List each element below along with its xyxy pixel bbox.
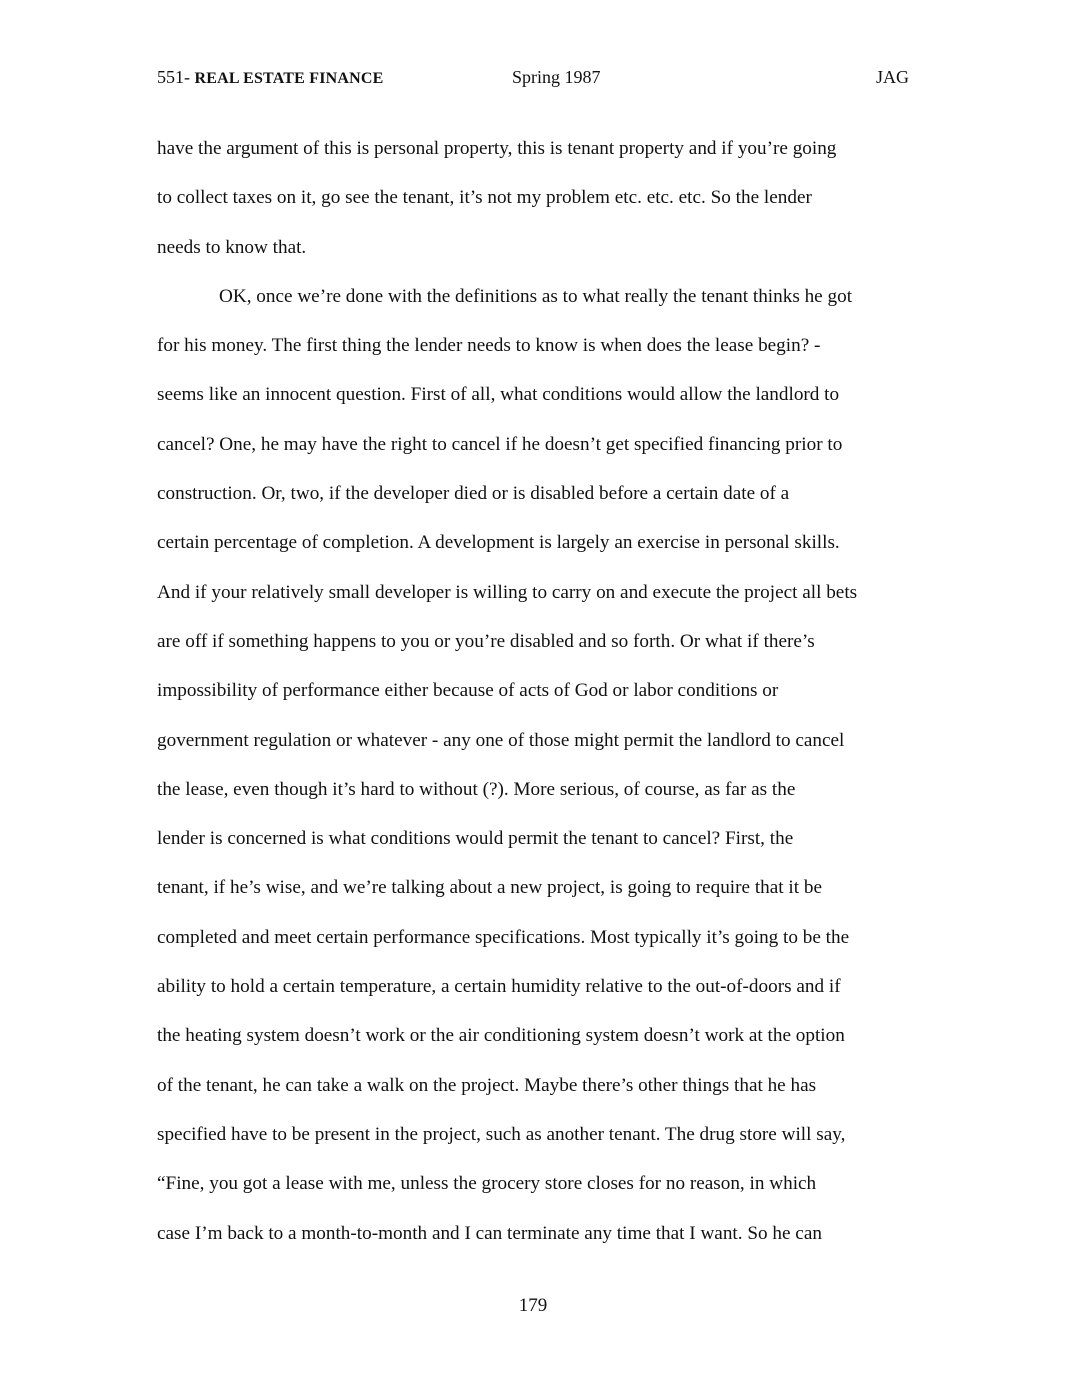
text-line: certain percentage of completion. A development is largely an exercise in personal skills.: [157, 532, 840, 554]
text-line: for his money. The first thing the lender needs to know is when does the lease begin? -: [157, 335, 821, 357]
page-header: [157, 64, 909, 90]
course-number: 551-: [157, 67, 190, 87]
text-line: the heating system doesn’t work or the air conditioning system doesn’t work at the option: [157, 1025, 845, 1047]
course-name: REAL ESTATE FINANCE: [194, 70, 384, 87]
course-title: [157, 64, 384, 92]
text-line: lender is concerned is what conditions would permit the tenant to cancel? First, the: [157, 828, 794, 850]
author-initials: JAG: [875, 67, 909, 87]
term-label: Spring 1987: [512, 67, 601, 87]
text-line: seems like an innocent question. First of all, what conditions would allow the landlord to: [157, 384, 840, 406]
text-line: construction. Or, two, if the developer died or is disabled before a certain date of a: [157, 483, 790, 505]
text-line: ability to hold a certain temperature, a certain humidity relative to the out-of-doors and if: [157, 976, 841, 998]
text-line: are off if something happens to you or you’re disabled and so forth. Or what if there’s: [157, 630, 815, 652]
text-line: have the argument of this is personal property, this is tenant property and if you’re going: [157, 138, 837, 159]
text-line: case I’m back to a month-to-month and I can terminate any time that I want. So he can: [157, 1222, 822, 1244]
text-line: specified have to be present in the project, such as another tenant. The drug store will say,: [157, 1123, 846, 1145]
text-line: needs to know that.: [157, 236, 307, 258]
text-line: cancel? One, he may have the right to cancel if he doesn’t get specified financing prior to: [157, 433, 843, 455]
text-line: impossibility of performance either because of acts of God or labor conditions or: [157, 680, 779, 702]
text-line: OK, once we’re done with the definitions as to what really the tenant thinks he got: [219, 285, 853, 307]
text-line: government regulation or whatever - any one of those might permit the landlord to cancel: [157, 729, 845, 751]
text-line: “Fine, you got a lease with me, unless the grocery store closes for no reason, in which: [157, 1173, 817, 1195]
page-number: 179: [518, 1295, 548, 1316]
text-line: completed and meet certain performance specifications. Most typically it’s going to be the: [157, 926, 850, 948]
text-line: tenant, if he’s wise, and we’re talking about a new project, is going to require that it be: [157, 877, 822, 899]
text-line: And if your relatively small developer is willing to carry on and execute the project all bets: [157, 581, 858, 603]
transcript-body: [157, 124, 909, 1258]
text-line: to collect taxes on it, go see the tenant, it’s not my problem etc. etc. etc. So the lender: [157, 187, 812, 209]
text-line: of the tenant, he can take a walk on the project. Maybe there’s other things that he has: [157, 1074, 817, 1096]
text-line: the lease, even though it’s hard to without (?). More serious, of course, as far as the: [157, 778, 796, 800]
